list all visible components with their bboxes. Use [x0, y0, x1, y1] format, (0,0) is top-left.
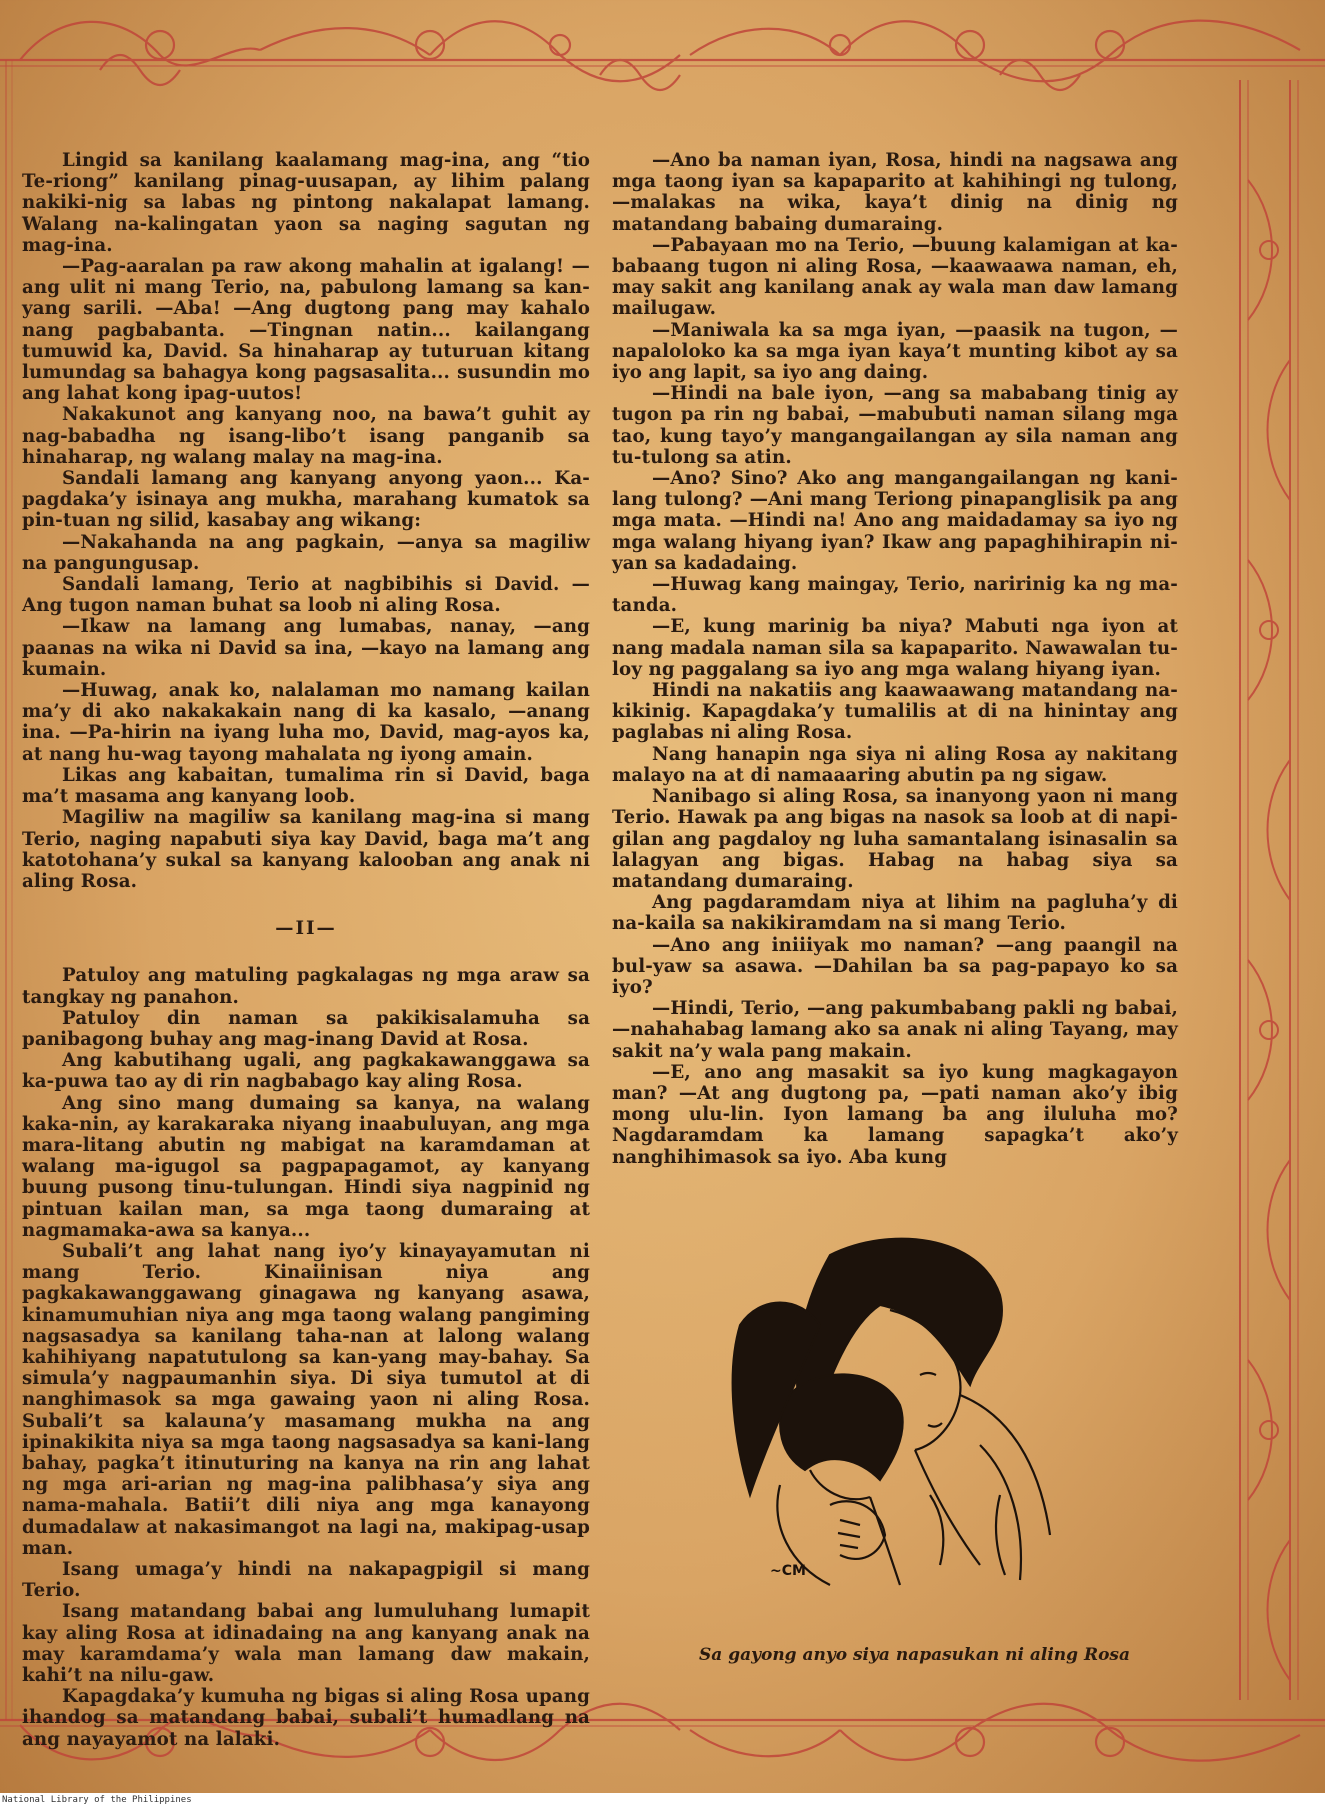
ornamental-top-border [0, 0, 1325, 100]
left-paragraph: Patuloy ang matuling pagkalagas ng mga araw sa tangkay ng panahon. [22, 965, 590, 1008]
left-paragraph: —Nakahanda na ang pagkain, —anya sa magiliw na pangungusap. [22, 531, 590, 574]
left-paragraph: Likas ang kabaitan, tumalima rin si David, baga ma’t masama ang kanyang loob. [22, 764, 590, 808]
illustration-caption: Sa gayong anyo siya napasukan ni aling Rosa [698, 1645, 1130, 1665]
mother-embracing-son-illustration [680, 1235, 1150, 1600]
left-text-column [22, 150, 590, 1750]
right-paragraph: —E, kung marinig ba niya? Mabuti nga iyon at nang madala naman sila sa kapaparito. Nawawalan tu-loy ng paggalang sa iyo ang mga walang hiyang iyan. [612, 616, 1178, 680]
left-paragraph: Kapagdaka’y kumuha ng bigas si aling Rosa upang ihandog sa matandang babai, subali’t humadlang na ang nayayamot na lalaki. [22, 1686, 590, 1750]
right-paragraph: —Hindi, Terio, —ang pakumbabang pakli ng babai, —nahahabag lamang ako sa anak ni aling Tayang, may sakit na’y wala pang makain. [612, 998, 1178, 1062]
right-paragraph: —Huwag kang maingay, Terio, naririnig ka ng ma-tanda. [612, 574, 1178, 617]
right-paragraph: —Ano ba naman iyan, Rosa, hindi na nagsawa ang mga taong iyan sa kapaparito at kahihingi ng tulong, —malakas na wika, kaya’t dinig na dinig ng matandang babaing dumaraing. [612, 150, 1178, 235]
left-paragraph: —Pag-aaralan pa raw akong mahalin at igalang! —ang ulit ni mang Terio, na, pabulong lamang sa kan-yang sarili. —Aba! —Ang dugtong pang may kahalo nang pagbabanta. —Tingnan natin... kailangang tumuwid ka, David. Sa hinaharap ay tuturuan kitang lumundag sa bahagya kong pagsasalita... susundin mo ang lahat kong ipag-uutos! [22, 256, 590, 405]
right-paragraph: —Ano ang iniiiyak mo naman? —ang paangil na bul-yaw sa asawa. —Dahilan ba sa pag-papayo ko sa iyo? [612, 934, 1178, 998]
right-paragraph: —Maniwala ka sa mga iyan, —paasik na tugon, —napaloloko ka sa mga iyan kaya’t munting kibot ay sa iyo ang lapit, sa iyo ang daing. [612, 319, 1178, 384]
illustrator-signature: ~CM [770, 1563, 806, 1579]
left-paragraph: Sandali lamang, Terio at nagbibihis si David. —Ang tugon naman buhat sa loob ni aling Rosa. [22, 574, 590, 617]
left-paragraph: Lingid sa kanilang kaalamang mag-ina, ang “tio Te-riong” kanilang pinag-uusapan, ay lihim palang nakiki-nig sa labas ng pintong nakalapat lamang. Walang na-kalingatan yaon sa naging sagutan ng mag-ina. [22, 150, 590, 256]
left-paragraph: Isang matandang babai ang lumuluhang lumapit kay aling Rosa at idinadaing na ang kanyang anak na may karamdama’y wala man lamang daw makain, kahi’t na nilu-gaw. [22, 1601, 590, 1687]
left-paragraph: Sandali lamang ang kanyang anyong yaon... Ka-pagdaka’y isinaya ang mukha, marahang kumatok sa pin-tuan ng silid, kasabay ang wikang: [22, 468, 590, 532]
left-paragraph: Patuloy din naman sa pakikisalamuha sa panibagong buhay ang mag-inang David at Rosa. [22, 1007, 590, 1050]
left-paragraph: Ang kabutihang ugali, ang pagkakawanggawa sa ka-puwa tao ay di rin nagbabago kay aling Rosa. [22, 1050, 590, 1093]
archive-credit: National Library of the Philippines [0, 1793, 1325, 1808]
right-paragraph: Nanibago si aling Rosa, sa inanyong yaon ni mang Terio. Hawak pa ang bigas na nasok sa loob at di napi-gilan ang pagdaloy ng luha samantalang isinasalin sa lalagyan ang bigas. Habag na habag siya sa matandang dumaraing. [612, 786, 1178, 892]
right-paragraph: Nang hanapin nga siya ni aling Rosa ay nakitang malayo na at di namaaaring abutin pa ng sigaw. [612, 743, 1178, 786]
right-paragraph: Hindi na nakatiis ang kaawaawang matandang na-kikinig. Kapagdaka’y tumalilis at di na hinintay ang paglabas ni aling Rosa. [612, 680, 1178, 744]
section-heading: —II— [275, 918, 337, 940]
right-text-column [612, 150, 1178, 1168]
left-paragraph: Isang umaga’y hindi na nakapagpigil si mang Terio. [22, 1559, 590, 1602]
right-paragraph: —Hindi na bale iyon, —ang sa mababang tinig ay tugon pa rin ng babai, —mabubuti naman silang mga tao, kung tayo’y mangangailangan ay sila naman ang tu-tulong sa atin. [612, 383, 1178, 468]
right-paragraph: —E, ano ang masakit sa iyo kung magkagayon man? —At ang dugtong pa, —pati naman ako’y ibig mong ulu-lin. Iyon lamang ba ang iluluha mo? Nagdaramdam ka lamang sapagka’t ako’y nanghihimasok sa iyo. Aba kung [612, 1061, 1178, 1168]
left-paragraph: —Huwag, anak ko, nalalaman mo namang kailan ma’y di ako nakakakain nang di ka kasalo, —anang ina. —Pa-hirin na iyang luha mo, David, mag-ayos ka, at nang hu-wag tayong mahalata ng iyong amain. [22, 680, 590, 765]
left-paragraph: Subali’t ang lahat nang iyo’y kinayayamutan ni mang Terio. Kinaiinisan niya ang pagkakawanggawang ginagawa ng kanyang asawa, kinamumuhian niya ang mga taong walang pangiming nagsasadya sa kanilang taha-nan at lalong walang kahihiyang napatutulong sa kan-yang may-bahay. Sa simula’y nagpaumanhin siya. Di siya tumutol at di nanghimasok sa mga gawaing yaon ni aling Rosa. Subali’t sa kalauna’y masamang mukha na ang ipinakikita niya sa mga taong nagsasadya sa kani-lang bahay, pagka’t itinuturing na kanya na rin ang lahat ng mga ari-arian ng mag-ina palibhasa’y siya ang nama-mahala. Batii’t dili niya ang mga kanayong dumadalaw at nakasimangot na lagi na, makipag-usap man. [22, 1240, 590, 1559]
right-paragraph: Ang pagdaramdam niya at lihim na pagluha’y di na-kaila sa nakikiramdam na si mang Terio. [612, 892, 1178, 935]
left-paragraph: —Ikaw na lamang ang lumabas, nanay, —ang paanas na wika ni David sa ina, —kayo na lamang ang kumain. [22, 616, 590, 680]
left-paragraph: Nakakunot ang kanyang noo, na bawa’t guhit ay nag-babadha ng isang-libo’t isang panganib sa hinaharap, ng walang malay na mag-ina. [22, 404, 590, 468]
ornamental-right-border [1200, 60, 1325, 1720]
left-paragraph: Ang sino mang dumaing sa kanya, na walang kaka-nin, ay karakaraka niyang inaabuluyan, ang mga mara-litang abutin ng mabigat na karamdaman at walang ma-igugol sa pagpapagamot, ay kanyang buung pusong tinu-tulungan. Hindi siya nagpinid ng pintuan kailan man, sa mga taong dumaraing at nagmamaka-awa sa kanya... [22, 1092, 590, 1241]
right-paragraph: —Ano? Sino? Ako ang mangangailangan ng kani-lang tulong? —Ani mang Teriong pinapanglisik pa ang mga mata. —Hindi na! Ano ang maidadamay sa iyo ng mga walang hiyang iyan? Ikaw ang papaghihirapin ni-yan sa kadadaing. [612, 468, 1178, 574]
right-paragraph: —Pabayaan mo na Terio, —buung kalamigan at ka-babaang tugon ni aling Rosa, —kaawaawa naman, eh, may sakit ang kanilang anak ay wala man daw lamang mailugaw. [612, 234, 1178, 320]
left-paragraph: Magiliw na magiliw sa kanilang mag-ina si mang Terio, naging napabuti siya kay David, baga ma’t ang katotohana’y sukal sa kanyang kalooban ang anak ni aling Rosa. [22, 807, 590, 892]
